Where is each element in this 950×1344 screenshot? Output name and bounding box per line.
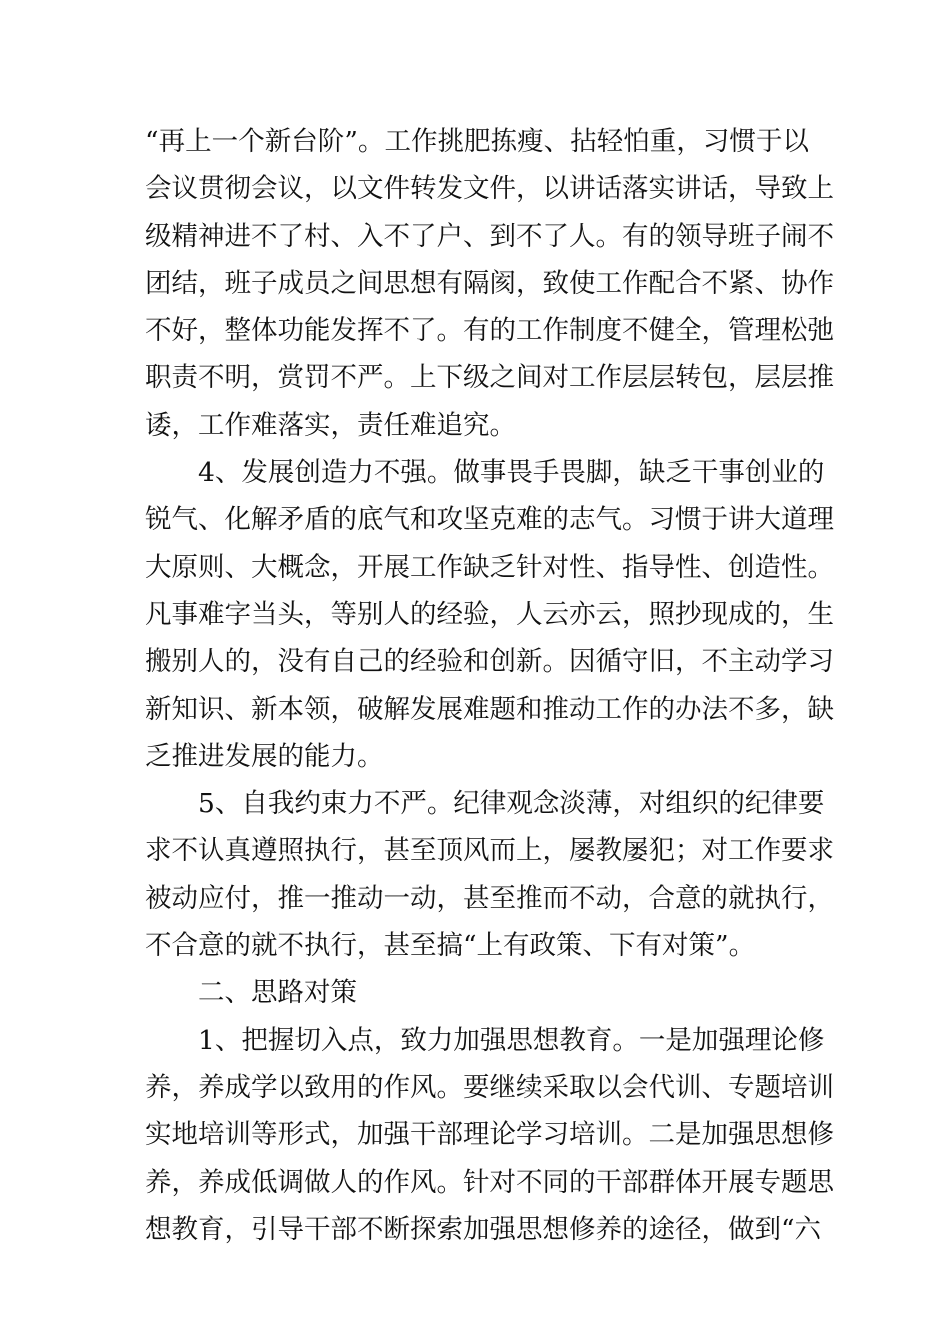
text-line: 养，养成学以致用的作风。要继续采取以会代训、专题培训 bbox=[145, 1071, 834, 1103]
text-line: 乏推进发展的能力。 bbox=[145, 740, 384, 772]
text-line: 锐气、化解矛盾的底气和攻坚克难的志气。习惯于讲大道理 bbox=[145, 504, 834, 536]
text-line: 诿，工作难落实，责任难追究。 bbox=[145, 409, 516, 441]
text-line: 求不认真遵照执行，甚至顶风而上，屡教屡犯；对工作要求 bbox=[145, 835, 834, 867]
text-line: 养，养成低调做人的作风。针对不同的干部群体开展专题思 bbox=[145, 1166, 834, 1198]
text-line: 级精神进不了村、入不了户、到不了人。有的领导班子闹不 bbox=[145, 220, 834, 252]
text-line: 凡事难字当头，等别人的经验，人云亦云，照抄现成的，生 bbox=[145, 598, 834, 630]
text-line: 新知识、新本领，破解发展难题和推动工作的办法不多，缺 bbox=[145, 693, 834, 725]
text-line: 会议贯彻会议，以文件转发文件，以讲话落实讲话，导致上 bbox=[145, 173, 834, 205]
strategy-1-heading-line: 1、把握切入点，致力加强思想教育。一是加强理论修 bbox=[198, 1024, 825, 1056]
text-line: 想教育，引导干部不断探索加强思想修养的途径，做到“六 bbox=[145, 1213, 822, 1245]
body-text bbox=[145, 118, 834, 1253]
text-line: 职责不明，赏罚不严。上下级之间对工作层层转包，层层推 bbox=[145, 362, 834, 394]
text-line: 搬别人的，没有自己的经验和创新。因循守旧，不主动学习 bbox=[145, 646, 834, 678]
text-line: 团结，班子成员之间思想有隔阂，致使工作配合不紧、协作 bbox=[145, 267, 834, 299]
text-line: 不合意的就不执行，甚至搞“上有政策、下有对策”。 bbox=[145, 930, 756, 962]
text-line: 实地培训等形式，加强干部理论学习培训。二是加强思想修 bbox=[145, 1119, 834, 1151]
text-line: “再上一个新台阶”。工作挑肥拣瘦、拈轻怕重，习惯于以 bbox=[145, 126, 809, 157]
text-line: 被动应付，推一推动一动，甚至推而不动，合意的就执行， bbox=[145, 882, 834, 914]
section-heading: 二、思路对策 bbox=[198, 977, 357, 1009]
item-5-heading-line: 5、自我约束力不严。纪律观念淡薄，对组织的纪律要 bbox=[198, 788, 825, 820]
text-line: 不好，整体功能发挥不了。有的工作制度不健全，管理松弛 bbox=[145, 315, 834, 347]
text-line: 大原则、大概念，开展工作缺乏针对性、指导性、创造性。 bbox=[145, 551, 834, 583]
item-4-heading-line: 4、发展创造力不强。做事畏手畏脚，缺乏干事创业的 bbox=[198, 457, 825, 489]
